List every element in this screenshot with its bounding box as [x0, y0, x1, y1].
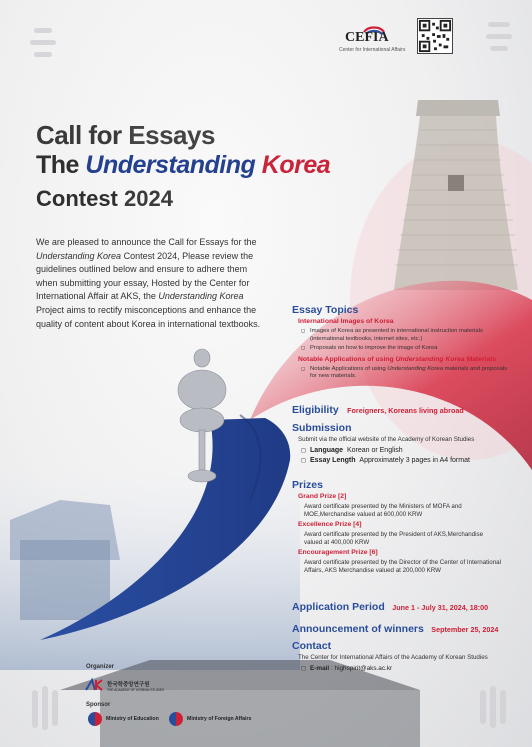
application-period-section — [292, 597, 512, 615]
title-line-1: Call for Essays — [36, 120, 215, 150]
topic-1-item: ◻ Images of Korea as presented in international instruction materials (international textbooks, internet sites, etc.) — [292, 328, 512, 343]
prizes-heading: Prizes — [292, 479, 323, 491]
topic-2-title: Notable Applications of using Understanding Korea Materials — [298, 355, 497, 363]
topic-2-item: ◻ Notable Applications of using Understanding Korea materials and proposals for new materials. — [292, 366, 512, 381]
contact-email-row[interactable]: ◻ E-mail : highspirit@aks.ac.kr — [292, 665, 512, 672]
eligibility-value: Foreigners, Koreans living abroad — [347, 406, 464, 415]
intro-paragraph: We are pleased to announce the Call for Essays for the Understanding Korea Contest 2024, Please review the guidelines outlined below and ensure to adhere them when submitting your essay, Hosted by the Center for International Affair at AKS, the Understanding Korea Project aims to rectify misconceptions and enhance the quality of content about Korea in international textbooks. — [36, 237, 261, 329]
prizes-section — [292, 479, 512, 575]
essay-topics-heading: Essay Topics — [292, 304, 359, 316]
encouragement-prize-title: Encouragement Prize [6] — [298, 549, 378, 557]
sponsor-2: Ministry of Foreign Affairs — [187, 716, 252, 722]
excellence-prize-text: Award certificate presented by the President of AKS,Merchandise valued at 400,000 KRW — [304, 531, 484, 546]
organizer-subtitle: THE ACADEMY OF KOREAN STUDIES — [107, 688, 165, 692]
contact-heading: Contact — [292, 640, 332, 652]
submission-heading: Submission — [292, 422, 352, 434]
contact-section — [292, 640, 512, 672]
title-line-2: The Understanding Korea — [36, 151, 331, 179]
organizer-name: 한국학중앙연구원 — [107, 682, 150, 688]
encouragement-prize-text: Award certificate presented by the Director of the Center of International Affairs, AKS Merchandise valued at 200,000 KRW — [304, 559, 501, 574]
excellence-prize-title: Excellence Prize [4] — [298, 521, 362, 529]
aks-logo-icon — [84, 678, 104, 692]
title-line-3: Contest 2024 — [36, 186, 173, 211]
announcement-heading: Announcement of winners — [292, 623, 424, 635]
language-row: ◻ Language Korean or English — [292, 447, 512, 454]
cefia-logo-subtitle: Center for International Affairs — [339, 47, 406, 53]
topic-1-title: International Images of Korea — [298, 318, 394, 325]
sponsor-1: Ministry of Education — [106, 716, 159, 722]
announcement-value: September 25, 2024 — [431, 625, 499, 634]
submission-text: Submit via the official website of the Academy of Korean Studies — [298, 436, 475, 443]
application-period-value: June 1 - July 31, 2024, 18:00 — [392, 603, 489, 612]
grand-prize-text: Award certificate presented by the Ministers of MOFA and MOE,Merchandise valued at 600,000 KRW — [304, 503, 462, 518]
topic-1-item: ◻ Proposals on how to improve the image of Korea — [292, 345, 512, 353]
taegeuk-icon — [88, 712, 102, 726]
announcement-section — [292, 619, 512, 637]
taegeuk-icon — [169, 712, 183, 726]
eligibility-heading: Eligibility — [292, 404, 339, 416]
eligibility-section — [292, 400, 512, 418]
application-period-heading: Application Period — [292, 601, 385, 613]
sponsor-label: Sponsor — [86, 702, 111, 708]
essay-length-row: ◻ Essay Length Approximately 3 pages in A4 format — [292, 457, 512, 464]
contact-text: The Center for International Affairs of the Academy of Korean Studies — [298, 654, 488, 661]
submission-section — [292, 422, 512, 464]
organizer-label: Organizer — [86, 664, 115, 670]
essay-topics-section — [292, 304, 512, 381]
cefia-logo-text: CEFIA — [345, 30, 389, 45]
grand-prize-title: Grand Prize [2] — [298, 493, 347, 500]
qr-code-icon[interactable] — [417, 18, 453, 54]
